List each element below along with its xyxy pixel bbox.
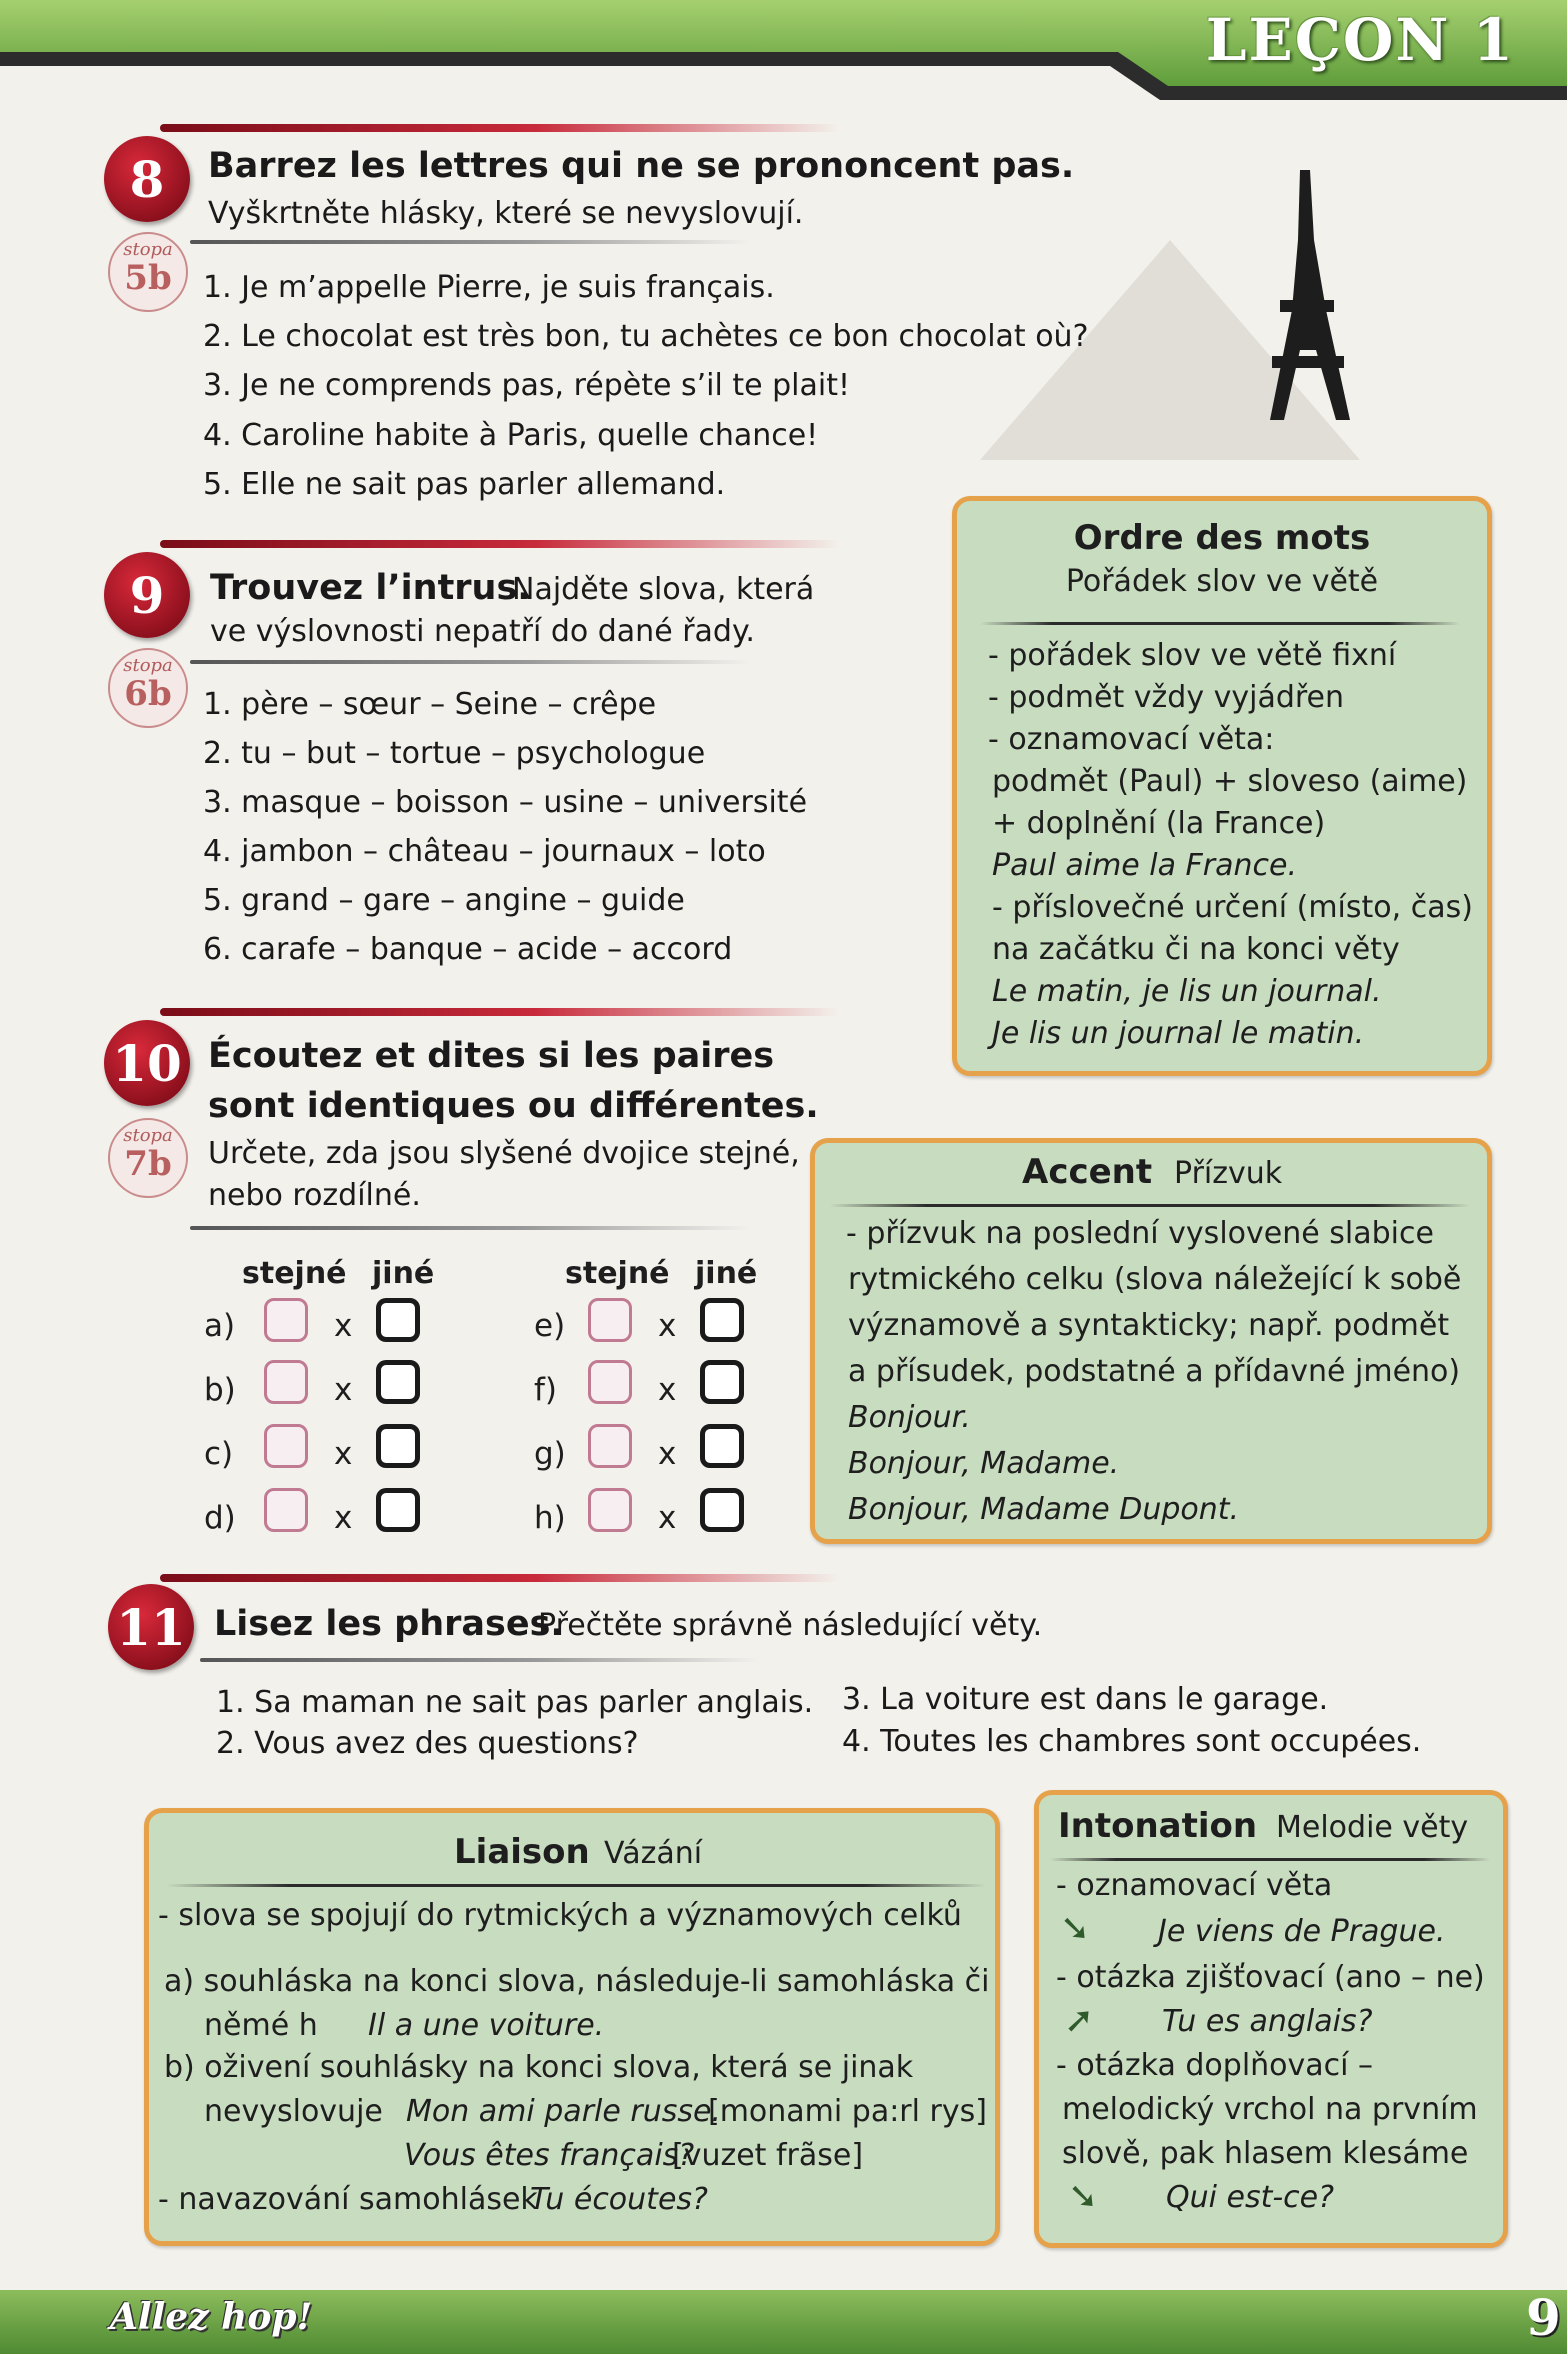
rising-intonation-arrow-icon: ➚ bbox=[1064, 2000, 1095, 2041]
rule-line: - oznamovací věta bbox=[1056, 1868, 1333, 1903]
example-line: Il a une voiture. bbox=[368, 2008, 605, 2043]
ex8-number-badge: 8 bbox=[104, 136, 190, 222]
pair-label: a) bbox=[204, 1308, 236, 1344]
divider bbox=[830, 1204, 1470, 1207]
divider bbox=[166, 1884, 986, 1887]
track-word: stopa bbox=[123, 239, 173, 260]
rule-line: a přísudek, podstatné a přídavné jméno) bbox=[848, 1354, 1461, 1389]
pair-label: f) bbox=[534, 1372, 558, 1408]
rule-line: a) souhláska na konci slova, následuje-li samohláska či bbox=[164, 1964, 990, 1999]
list-item: 3. La voiture est dans le garage. bbox=[842, 1682, 1329, 1717]
ex8-title: Barrez les lettres qui ne se prononcent pas. bbox=[208, 146, 1075, 186]
list-item: 1. Je m’appelle Pierre, je suis français. bbox=[203, 270, 775, 305]
separator: x bbox=[334, 1372, 353, 1408]
same-checkbox[interactable] bbox=[588, 1488, 632, 1532]
same-checkbox[interactable] bbox=[264, 1424, 308, 1468]
list-item: 3. Je ne comprends pas, répète s’il te plait! bbox=[203, 368, 851, 403]
ex10-title-2: sont identiques ou différentes. bbox=[208, 1086, 819, 1126]
rule-line: - přízvuk na poslední vyslovené slabice bbox=[846, 1216, 1434, 1251]
same-checkbox[interactable] bbox=[264, 1360, 308, 1404]
page-number: 9 bbox=[1526, 2288, 1561, 2347]
rule-line: - otázka zjišťovací (ano – ne) bbox=[1056, 1960, 1485, 1995]
accent-subtitle: Přízvuk bbox=[1174, 1156, 1283, 1191]
ex10-swoosh-bottom bbox=[190, 1226, 750, 1230]
example-line: Je lis un journal le matin. bbox=[992, 1016, 1365, 1051]
ex10-subtitle-2: nebo rozdílné. bbox=[208, 1178, 421, 1213]
divider bbox=[980, 622, 1460, 625]
list-item: 1. père – sœur – Seine – crêpe bbox=[203, 687, 657, 722]
pair-label: g) bbox=[534, 1436, 566, 1472]
different-checkbox[interactable] bbox=[700, 1488, 744, 1532]
list-item: 6. carafe – banque – acide – accord bbox=[203, 932, 733, 967]
word-order-title: Ordre des mots bbox=[1073, 518, 1371, 558]
eiffel-tower-image bbox=[980, 160, 1380, 460]
list-item: 3. masque – boisson – usine – université bbox=[203, 785, 808, 820]
separator: x bbox=[334, 1436, 353, 1472]
intonation-title: Intonation bbox=[1058, 1806, 1258, 1846]
track-number: 7b bbox=[124, 1144, 172, 1184]
rule-line: podmět (Paul) + sloveso (aime) bbox=[992, 764, 1468, 799]
track-word: stopa bbox=[123, 655, 173, 676]
ex10-title-1: Écoutez et dites si les paires bbox=[208, 1036, 775, 1076]
example-line: Bonjour, Madame Dupont. bbox=[848, 1492, 1240, 1527]
ex9-title: Trouvez l’intrus. bbox=[210, 568, 531, 608]
rule-line: nevyslovuje bbox=[204, 2094, 383, 2129]
falling-intonation-arrow-icon: ➘ bbox=[1068, 2176, 1099, 2217]
ex10-subtitle-1: Určete, zda jsou slyšené dvojice stejné, bbox=[208, 1136, 800, 1171]
ex9-swoosh-top bbox=[160, 540, 840, 548]
phonetic-transcription: [monami pa:rl rys] bbox=[708, 2094, 987, 2129]
falling-intonation-arrow-icon: ➘ bbox=[1060, 1908, 1091, 1949]
different-checkbox[interactable] bbox=[700, 1298, 744, 1342]
separator: x bbox=[334, 1308, 353, 1344]
different-checkbox[interactable] bbox=[700, 1424, 744, 1468]
rule-line: - navazování samohlásek bbox=[158, 2182, 538, 2217]
pair-label: h) bbox=[534, 1500, 566, 1536]
same-checkbox[interactable] bbox=[264, 1488, 308, 1532]
ex9-swoosh-bottom bbox=[190, 660, 750, 664]
ex9-subtitle-1: Najděte slova, která bbox=[512, 572, 815, 607]
list-item: 2. Vous avez des questions? bbox=[216, 1726, 639, 1761]
track-number: 6b bbox=[124, 674, 172, 714]
separator: x bbox=[658, 1500, 677, 1536]
phonetic-transcription: [vuzet frãse] bbox=[672, 2138, 864, 2173]
example-line: Je viens de Prague. bbox=[1158, 1914, 1446, 1949]
example-line: Bonjour. bbox=[848, 1400, 971, 1435]
ex10-number-badge: 10 bbox=[104, 1020, 190, 1106]
intonation-subtitle: Melodie věty bbox=[1276, 1810, 1469, 1845]
example-line: Tu écoutes? bbox=[530, 2182, 708, 2217]
ex8-audio-track-badge bbox=[108, 232, 188, 312]
rule-line: - oznamovací věta: bbox=[988, 722, 1275, 757]
ex10-audio-track-badge bbox=[108, 1118, 188, 1198]
pair-label: b) bbox=[204, 1372, 236, 1408]
brand-logo: Allez hop! bbox=[110, 2296, 313, 2338]
track-number: 5b bbox=[124, 258, 172, 298]
rule-line: + doplnění (la France) bbox=[992, 806, 1326, 841]
example-line: Mon ami parle russe. bbox=[406, 2094, 721, 2129]
column-header-same: stejné bbox=[242, 1256, 347, 1291]
different-checkbox[interactable] bbox=[700, 1360, 744, 1404]
rule-line: melodický vrchol na prvním bbox=[1062, 2092, 1478, 2127]
rule-line: němé h bbox=[204, 2008, 318, 2043]
word-order-subtitle: Pořádek slov ve větě bbox=[1065, 564, 1379, 599]
rule-line: - pořádek slov ve větě fixní bbox=[988, 638, 1397, 673]
liaison-title: Liaison bbox=[454, 1832, 590, 1872]
column-header-different: jiné bbox=[695, 1256, 758, 1291]
liaison-subtitle: Vázání bbox=[604, 1836, 703, 1871]
ex9-number-badge: 9 bbox=[104, 552, 190, 638]
lesson-title: LEÇON 1 bbox=[1205, 6, 1515, 74]
example-line: Tu es anglais? bbox=[1162, 2004, 1373, 2039]
rule-line: významově a syntakticky; např. podmět bbox=[848, 1308, 1450, 1343]
track-word: stopa bbox=[123, 1125, 173, 1146]
pair-label: d) bbox=[204, 1500, 236, 1536]
rule-line: - příslovečné určení (místo, čas) bbox=[992, 890, 1473, 925]
list-item: 4. jambon – château – journaux – loto bbox=[203, 834, 766, 869]
list-item: 5. grand – gare – angine – guide bbox=[203, 883, 685, 918]
list-item: 2. Le chocolat est très bon, tu achètes ce bon chocolat où? bbox=[203, 319, 1089, 354]
example-line: Le matin, je lis un journal. bbox=[992, 974, 1382, 1009]
example-line: Bonjour, Madame. bbox=[848, 1446, 1120, 1481]
pair-label: e) bbox=[534, 1308, 566, 1344]
same-checkbox[interactable] bbox=[588, 1424, 632, 1468]
column-header-same: stejné bbox=[565, 1256, 670, 1291]
divider bbox=[1050, 1858, 1490, 1861]
rule-line: slově, pak hlasem klesáme bbox=[1062, 2136, 1469, 2171]
list-item: 5. Elle ne sait pas parler allemand. bbox=[203, 467, 726, 502]
accent-title: Accent bbox=[1022, 1152, 1153, 1192]
different-checkbox[interactable] bbox=[376, 1360, 420, 1404]
ex9-subtitle-2: ve výslovnosti nepatří do dané řady. bbox=[210, 614, 755, 649]
ex9-audio-track-badge bbox=[108, 648, 188, 728]
column-header-different: jiné bbox=[372, 1256, 435, 1291]
same-checkbox[interactable] bbox=[588, 1298, 632, 1342]
rule-line: b) oživení souhlásky na konci slova, která se jinak bbox=[164, 2050, 914, 2085]
ex10-swoosh-top bbox=[160, 1008, 840, 1016]
rule-line: na začátku či na konci věty bbox=[992, 932, 1400, 967]
ex8-subtitle: Vyškrtněte hlásky, které se nevyslovují. bbox=[208, 196, 804, 231]
same-checkbox[interactable] bbox=[588, 1360, 632, 1404]
list-item: 2. tu – but – tortue – psychologue bbox=[203, 736, 706, 771]
ex11-title: Lisez les phrases. bbox=[214, 1604, 564, 1644]
rule-line: - podmět vždy vyjádřen bbox=[988, 680, 1345, 715]
list-item: 1. Sa maman ne sait pas parler anglais. bbox=[216, 1685, 814, 1720]
list-item: 4. Caroline habite à Paris, quelle chance! bbox=[203, 418, 819, 453]
ex8-swoosh-bottom bbox=[190, 240, 750, 244]
ex11-swoosh-bottom bbox=[200, 1658, 760, 1662]
different-checkbox[interactable] bbox=[376, 1424, 420, 1468]
example-line: Vous êtes français? bbox=[404, 2138, 695, 2173]
list-item: 4. Toutes les chambres sont occupées. bbox=[842, 1724, 1422, 1759]
rule-line: rytmického celku (slova náležející k sobě bbox=[848, 1262, 1462, 1297]
rule-line: - slova se spojují do rytmických a významových celků bbox=[158, 1898, 962, 1933]
separator: x bbox=[658, 1308, 677, 1344]
rule-line: - otázka doplňovací – bbox=[1056, 2048, 1374, 2083]
ex8-swoosh-top bbox=[160, 124, 840, 132]
different-checkbox[interactable] bbox=[376, 1488, 420, 1532]
pair-label: c) bbox=[204, 1436, 234, 1472]
ex11-subtitle: Přečtěte správně následující věty. bbox=[538, 1608, 1043, 1643]
ex11-number-badge: 11 bbox=[108, 1584, 194, 1670]
separator: x bbox=[658, 1372, 677, 1408]
separator: x bbox=[334, 1500, 353, 1536]
separator: x bbox=[658, 1436, 677, 1472]
example-line: Qui est-ce? bbox=[1166, 2180, 1335, 2215]
different-checkbox[interactable] bbox=[376, 1298, 420, 1342]
ex11-swoosh-top bbox=[160, 1574, 840, 1582]
example-line: Paul aime la France. bbox=[992, 848, 1298, 883]
same-checkbox[interactable] bbox=[264, 1298, 308, 1342]
